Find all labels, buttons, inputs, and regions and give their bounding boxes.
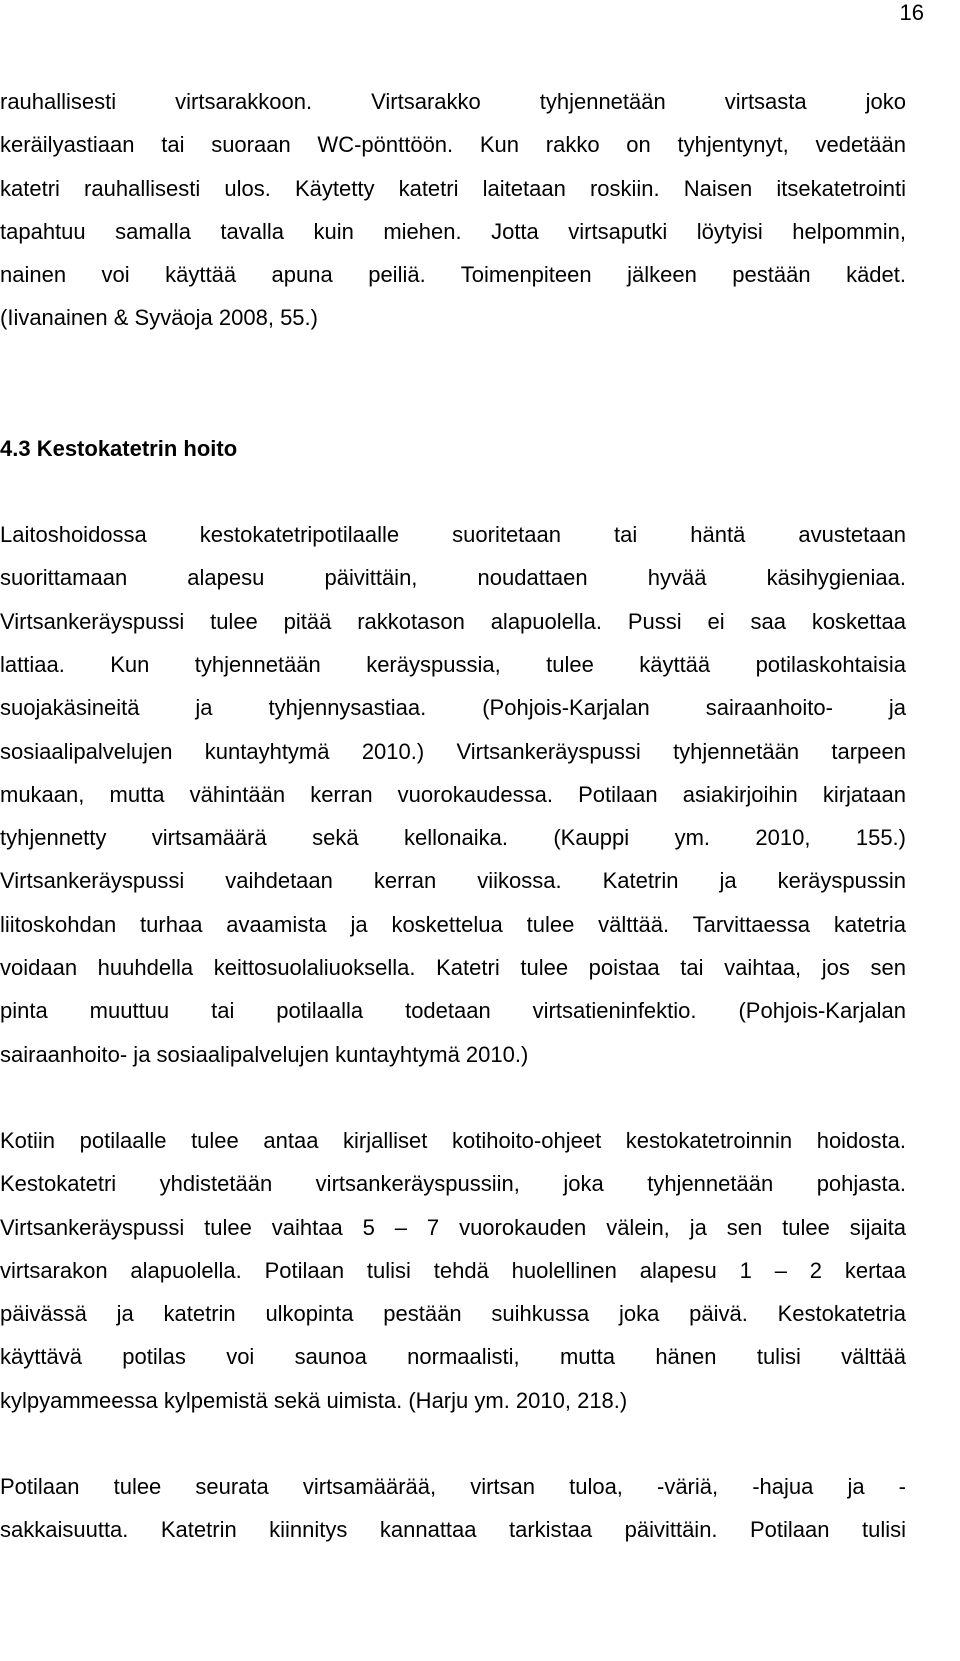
- paragraph-line: sairaanhoito- ja sosiaalipalvelujen kuntayhtymä 2010.): [0, 1041, 529, 1067]
- paragraph-line: Kestokatetri yhdistetään virtsankeräyspussiin, joka tyhjennetään pohjasta.: [0, 1171, 906, 1197]
- paragraph-line: tyhjennetty virtsamäärä sekä kellonaika. (Kauppi ym. 2010, 155.): [0, 825, 906, 851]
- paragraph-line: lattiaa. Kun tyhjennetään keräyspussia, tulee käyttää potilaskohtaisia: [0, 651, 906, 677]
- paragraph-line: päivässä ja katetrin ulkopinta pestään suihkussa joka päivä. Kestokatetria: [0, 1301, 906, 1327]
- paragraph-line: tapahtuu samalla tavalla kuin miehen. Jotta virtsaputki löytyisi helpommin,: [0, 218, 906, 244]
- paragraph-line: mukaan, mutta vähintään kerran vuorokaudessa. Potilaan asiakirjoihin kirjataan: [0, 781, 906, 807]
- page-number: 16: [899, 0, 924, 25]
- paragraph-line: suorittamaan alapesu päivittäin, noudattaen hyvää käsihygieniaa.: [0, 565, 906, 591]
- section-heading: 4.3 Kestokatetrin hoito: [0, 435, 238, 461]
- paragraph-line: Kotiin potilaalle tulee antaa kirjalliset kotihoito-ohjeet kestokatetroinnin hoidosta.: [0, 1127, 906, 1153]
- paragraph-2: [0, 513, 906, 1076]
- paragraph-line: nainen voi käyttää apuna peiliä. Toimenpiteen jälkeen pestään kädet.: [0, 262, 906, 288]
- paragraph-line: keräilyastiaan tai suoraan WC-pönttöön. Kun rakko on tyhjentynyt, vedetään: [0, 132, 906, 158]
- document-body: [0, 80, 906, 1552]
- paragraph-line: Laitoshoidossa kestokatetripotilaalle suoritetaan tai häntä avustetaan: [0, 522, 906, 548]
- paragraph-line: liitoskohdan turhaa avaamista ja koskettelua tulee välttää. Tarvittaessa katetria: [0, 911, 906, 937]
- spacer: [0, 1076, 906, 1119]
- spacer: [0, 340, 906, 427]
- paragraph-line: voidaan huuhdella keittosuolaliuoksella. Katetri tulee poistaa tai vaihtaa, jos sen: [0, 955, 906, 981]
- paragraph-line: pinta muuttuu tai potilaalla todetaan virtsatieninfektio. (Pohjois-Karjalan: [0, 998, 906, 1024]
- spacer: [0, 1422, 906, 1465]
- paragraph-line: virtsarakon alapuolella. Potilaan tulisi tehdä huolellinen alapesu 1 – 2 kertaa: [0, 1257, 906, 1283]
- paragraph-line: sosiaalipalvelujen kuntayhtymä 2010.) Virtsankeräyspussi tyhjennetään tarpeen: [0, 738, 906, 764]
- spacer: [0, 470, 906, 513]
- paragraph-line: Virtsankeräyspussi tulee pitää rakkotason alapuolella. Pussi ei saa koskettaa: [0, 608, 906, 634]
- paragraph-line: Potilaan tulee seurata virtsamäärää, virtsan tuloa, -väriä, -hajua ja -: [0, 1474, 906, 1500]
- paragraph-line: sakkaisuutta. Katetrin kiinnitys kannattaa tarkistaa päivittäin. Potilaan tulisi: [0, 1517, 906, 1543]
- paragraph-4: [0, 1465, 906, 1552]
- paragraph-line: kylpyammeessa kylpemistä sekä uimista. (Harju ym. 2010, 218.): [0, 1387, 628, 1413]
- paragraph-line: (Iivanainen & Syväoja 2008, 55.): [0, 305, 318, 331]
- paragraph-line: käyttävä potilas voi saunoa normaalisti, mutta hänen tulisi välttää: [0, 1344, 906, 1370]
- paragraph-line: rauhallisesti virtsarakkoon. Virtsarakko tyhjennetään virtsasta joko: [0, 89, 906, 114]
- paragraph-3: [0, 1119, 906, 1422]
- paragraph-1: [0, 80, 906, 340]
- paragraph-line: Virtsankeräyspussi tulee vaihtaa 5 – 7 vuorokauden välein, ja sen tulee sijaita: [0, 1214, 906, 1240]
- paragraph-line: suojakäsineitä ja tyhjennysastiaa. (Pohjois-Karjalan sairaanhoito- ja: [0, 695, 906, 721]
- paragraph-line: Virtsankeräyspussi vaihdetaan kerran viikossa. Katetrin ja keräyspussin: [0, 868, 906, 894]
- paragraph-line: katetri rauhallisesti ulos. Käytetty katetri laitetaan roskiin. Naisen itsekatetrointi: [0, 175, 906, 201]
